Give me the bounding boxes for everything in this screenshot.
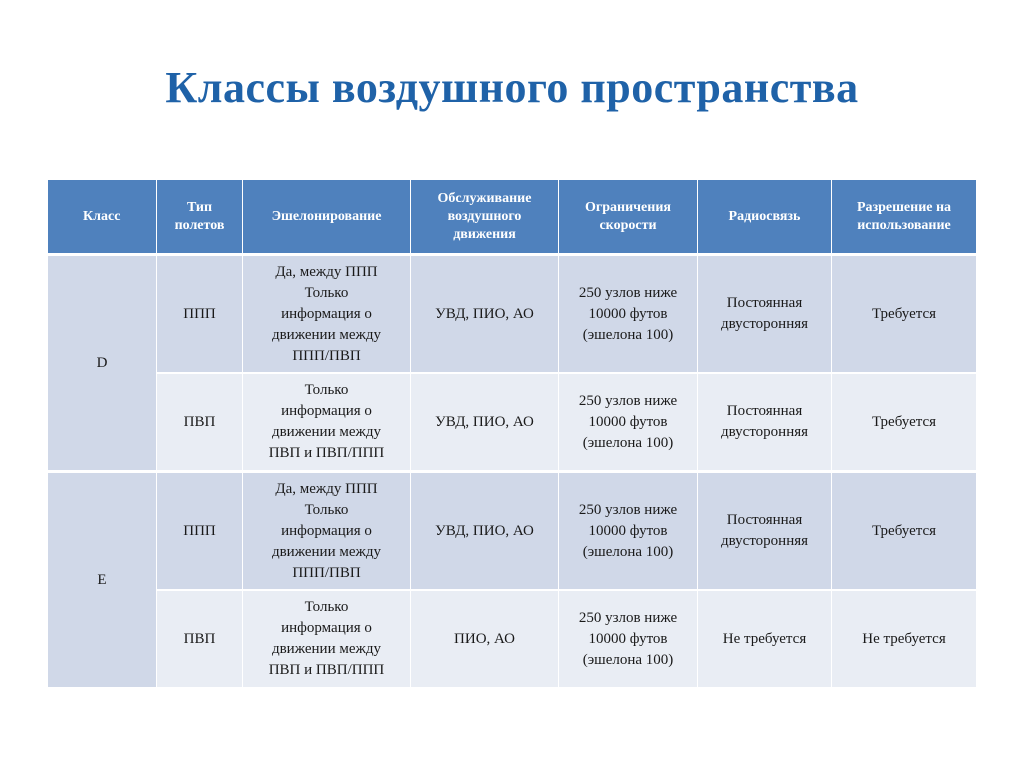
flight-type-cell: ПВП [157, 590, 243, 688]
clearance-cell: Требуется [832, 472, 977, 591]
atc-cell: УВД, ПИО, АО [411, 472, 559, 591]
header-speed-limit: Ограничения скорости [559, 180, 698, 255]
slide-title: Классы воздушного пространства [165, 63, 859, 112]
speed-limit-cell: 250 узлов ниже 10000 футов (эшелона 100) [559, 373, 698, 472]
radio-cell: Постоянная двусторонняя [698, 373, 832, 472]
speed-limit-cell: 250 узлов ниже 10000 футов (эшелона 100) [559, 255, 698, 374]
separation-cell: Только информация о движении между ПВП и ПВП/ППП [243, 590, 411, 688]
clearance-cell: Не требуется [832, 590, 977, 688]
flight-type-cell: ППП [157, 255, 243, 374]
radio-cell: Постоянная двусторонняя [698, 255, 832, 374]
table-row [48, 373, 977, 472]
table-header-row [48, 180, 977, 255]
speed-limit-cell: 250 узлов ниже 10000 футов (эшелона 100) [559, 472, 698, 591]
clearance-cell: Требуется [832, 255, 977, 374]
table-row [48, 255, 977, 374]
table-row [48, 590, 977, 688]
header-separation: Эшелонирование [243, 180, 411, 255]
header-radio: Радиосвязь [698, 180, 832, 255]
header-flight-type: Тип полетов [157, 180, 243, 255]
atc-cell: УВД, ПИО, АО [411, 373, 559, 472]
class-cell: E [48, 472, 157, 688]
atc-cell: ПИО, АО [411, 590, 559, 688]
class-cell: D [48, 255, 157, 472]
separation-cell: Да, между ППП Только информация о движении между ППП/ПВП [243, 255, 411, 374]
flight-type-cell: ПВП [157, 373, 243, 472]
separation-cell: Только информация о движении между ПВП и ПВП/ППП [243, 373, 411, 472]
header-clearance: Разрешение на использование [832, 180, 977, 255]
radio-cell: Не требуется [698, 590, 832, 688]
airspace-classes-table [47, 180, 977, 688]
radio-cell: Постоянная двусторонняя [698, 472, 832, 591]
atc-cell: УВД, ПИО, АО [411, 255, 559, 374]
speed-limit-cell: 250 узлов ниже 10000 футов (эшелона 100) [559, 590, 698, 688]
separation-cell: Да, между ППП Только информация о движении между ППП/ПВП [243, 472, 411, 591]
table-row [48, 472, 977, 591]
header-class: Класс [48, 180, 157, 255]
flight-type-cell: ППП [157, 472, 243, 591]
clearance-cell: Требуется [832, 373, 977, 472]
header-atc-service: Обслуживание воздушного движения [411, 180, 559, 255]
